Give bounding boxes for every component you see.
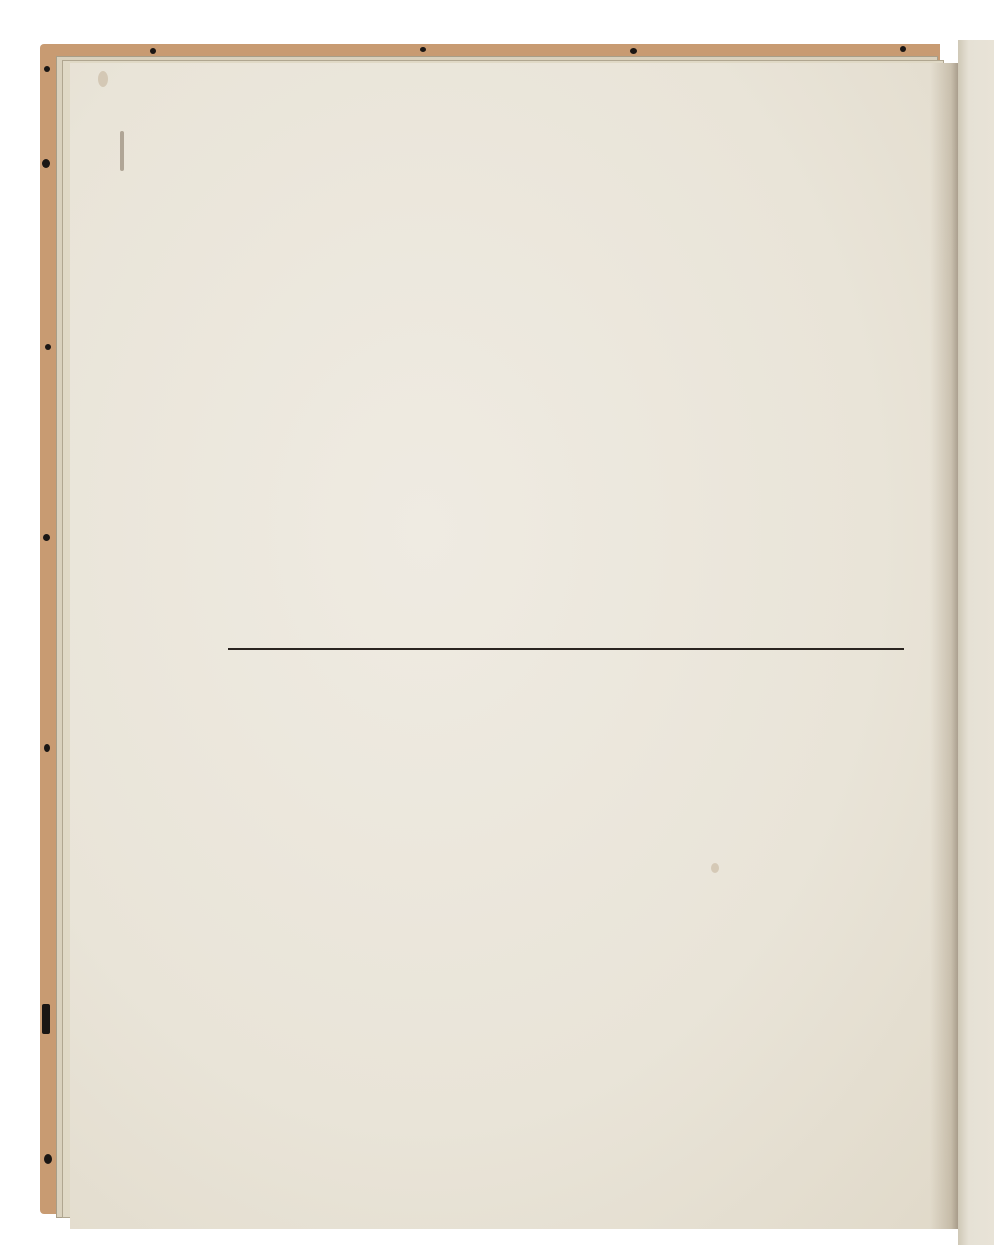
page-gutter xyxy=(930,63,960,1229)
cover-spot xyxy=(44,744,50,752)
cover-spot xyxy=(150,48,156,54)
cover-spot xyxy=(42,159,50,168)
facing-page-edge xyxy=(958,40,994,1245)
cover-spot xyxy=(43,534,50,541)
paper-stain xyxy=(711,863,719,873)
section-rule xyxy=(228,648,904,650)
paper-stain xyxy=(98,71,108,87)
cover-spot xyxy=(45,344,51,350)
cover-spot xyxy=(42,1004,50,1034)
cover-spot xyxy=(630,48,637,54)
page-header xyxy=(216,104,906,132)
cover-spot xyxy=(44,1154,52,1164)
cover-spot xyxy=(900,46,906,52)
paper-stain xyxy=(120,131,124,171)
cover-spot xyxy=(420,47,426,52)
book-page xyxy=(70,63,958,1229)
cover-spot xyxy=(44,66,50,72)
